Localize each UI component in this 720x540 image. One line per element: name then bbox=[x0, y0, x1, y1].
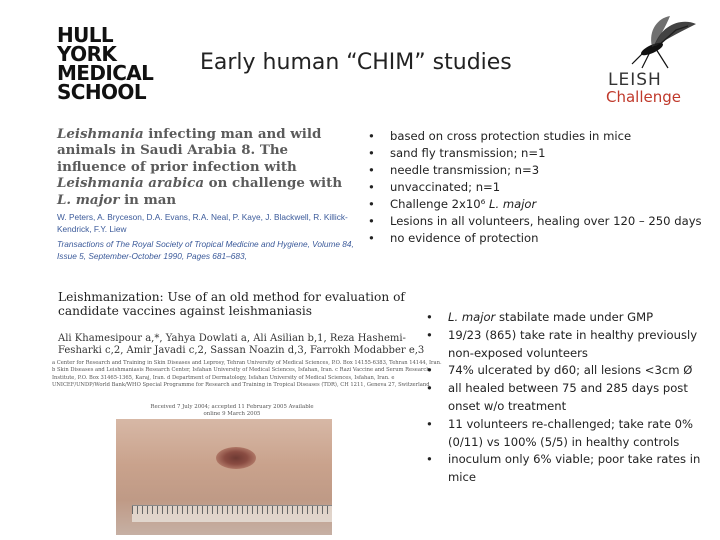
species-name: L. major bbox=[448, 310, 496, 324]
lesion-mark bbox=[216, 447, 256, 469]
list-item bbox=[368, 179, 710, 196]
paper2-authors: Ali Khamesipour a,*, Yahya Dowlati a, Ali Asilian b,1, Reza Hashemi-Fesharki c,2, Amir Javadi c,2, Sassan Noazin d,3, Farrokh Modabber e,3 bbox=[58, 333, 425, 356]
sandfly-icon bbox=[598, 16, 706, 72]
list-item-text: Challenge 2x10⁶ L. major bbox=[390, 197, 537, 211]
bullet-icon: • bbox=[368, 146, 375, 160]
paper2-excerpt bbox=[32, 290, 442, 535]
paper1-authors: W. Peters, A. Bryceson, D.A. Evans, R.A. Neal, P. Kaye, J. Blackwell, R. Killick-Kendrick, F.Y. Liew bbox=[57, 212, 348, 235]
paper1-citation bbox=[57, 126, 357, 262]
hull-york-medical-school-logo bbox=[57, 23, 167, 104]
bullet-icon: • bbox=[368, 214, 375, 228]
study2-findings-list bbox=[426, 309, 710, 487]
bullet-icon: • bbox=[426, 363, 433, 378]
list-item-text: L. major stabilate made under GMP bbox=[448, 310, 654, 324]
list-item bbox=[368, 230, 710, 247]
list-item bbox=[368, 145, 710, 162]
study1-findings-list bbox=[368, 128, 710, 247]
list-item-text: 19/23 (865) take rate in healthy previously non-exposed volunteers bbox=[448, 327, 698, 360]
list-item-text: sand fly transmission; n=1 bbox=[390, 146, 546, 160]
bullet-icon: • bbox=[426, 310, 433, 324]
bullet-icon: • bbox=[368, 163, 375, 177]
list-item bbox=[368, 162, 710, 179]
paper1-title-part: Leishmania arabica bbox=[57, 175, 204, 192]
ruler-ticks bbox=[132, 506, 332, 514]
list-item bbox=[426, 309, 710, 327]
list-item bbox=[368, 213, 710, 230]
paper1-journal: Transactions of The Royal Society of Tropical Medicine and Hygiene, Volume 84, Issue 5, September-October 1990, Pages 681–683, bbox=[57, 239, 354, 262]
list-item-text: Lesions in all volunteers, healing over 120 – 250 days bbox=[390, 214, 702, 228]
bullet-icon: • bbox=[368, 129, 375, 143]
logo-line: HULL bbox=[57, 23, 114, 47]
paper1-title bbox=[57, 126, 357, 208]
list-item bbox=[426, 362, 710, 380]
paper1-title-part: on challenge with bbox=[204, 175, 343, 192]
paper1-title-part: Leishmania bbox=[57, 126, 144, 142]
bullet-icon: • bbox=[426, 416, 433, 431]
bullet-icon: • bbox=[368, 197, 375, 211]
list-item bbox=[426, 416, 710, 452]
list-item bbox=[368, 128, 710, 145]
list-item bbox=[426, 451, 710, 487]
logo-line: YORK bbox=[57, 42, 117, 66]
logo-word: LEISH bbox=[608, 70, 662, 90]
list-item-text: 11 volunteers re-challenged; take rate 0% (0/11) vs 100% (5/5) in healthy controls bbox=[448, 416, 694, 449]
bullet-icon: • bbox=[426, 327, 433, 342]
leish-challenge-logo bbox=[598, 16, 706, 108]
list-item-text: based on cross protection studies in mice bbox=[390, 129, 632, 143]
list-item bbox=[368, 196, 710, 213]
slide-title: Early human “CHIM” studies bbox=[200, 50, 512, 75]
logo-subtitle: Challenge bbox=[606, 88, 681, 106]
list-item-text: inoculum only 6% viable; poor take rates in mice bbox=[448, 452, 701, 485]
paper2-affiliations: a Center for Research and Training in Skin Diseases and Leprosy, Tehran University of Medical Sciences, P.O. Box 14155-6383, Tehran 14144, Iran. b Skin Diseases and Leishmaniasis Research Center, Isfahan University of Medical Sciences, Isfahan, Iran. c Razi Vaccine and Serum Research Institute, P.O. Box 31465-1365, Karaj, Iran. d Department of Dermatology, Isfahan University of Medical Sciences, Isfahan, Iran. e UNICEF/UNDP/World Bank/WHO Special Programme for Research and Training in Tropical Diseases (TDR), CH 1211, Geneva 27, Switzerland bbox=[52, 360, 442, 389]
logo-line: SCHOOL bbox=[57, 80, 146, 104]
bullet-icon: • bbox=[426, 381, 433, 396]
paper2-received: Received 7 July 2004; accepted 11 February 2005 Available online 9 March 2005 bbox=[150, 404, 314, 417]
list-item-text: needle transmission; n=3 bbox=[390, 163, 540, 177]
paper2-title: Leishmanization: Use of an old method for evaluation of candidate vaccines against leishmaniasis bbox=[58, 290, 405, 318]
logo-line: MEDICAL bbox=[57, 61, 154, 85]
paper1-title-part: infecting man and wild animals in Saudi Arabia 8. The influence of prior infection with bbox=[57, 126, 322, 175]
species-name: L. major bbox=[488, 197, 537, 211]
list-item-text: all healed between 75 and 285 days post onset w/o treatment bbox=[448, 381, 688, 413]
bullet-icon: • bbox=[426, 452, 433, 467]
skin-lesion-photo bbox=[116, 419, 332, 535]
list-item-text: unvaccinated; n=1 bbox=[390, 180, 501, 194]
bullet-icon: • bbox=[368, 231, 375, 245]
paper1-title-part: in man bbox=[119, 191, 177, 208]
list-item-text: 74% ulcerated by d60; all lesions <3cm Ø bbox=[448, 363, 693, 378]
list-item bbox=[426, 327, 710, 363]
paper1-title-part: L. major bbox=[57, 191, 120, 208]
list-item-text: no evidence of protection bbox=[390, 231, 539, 245]
bullet-icon: • bbox=[368, 180, 375, 194]
list-item bbox=[426, 380, 710, 416]
